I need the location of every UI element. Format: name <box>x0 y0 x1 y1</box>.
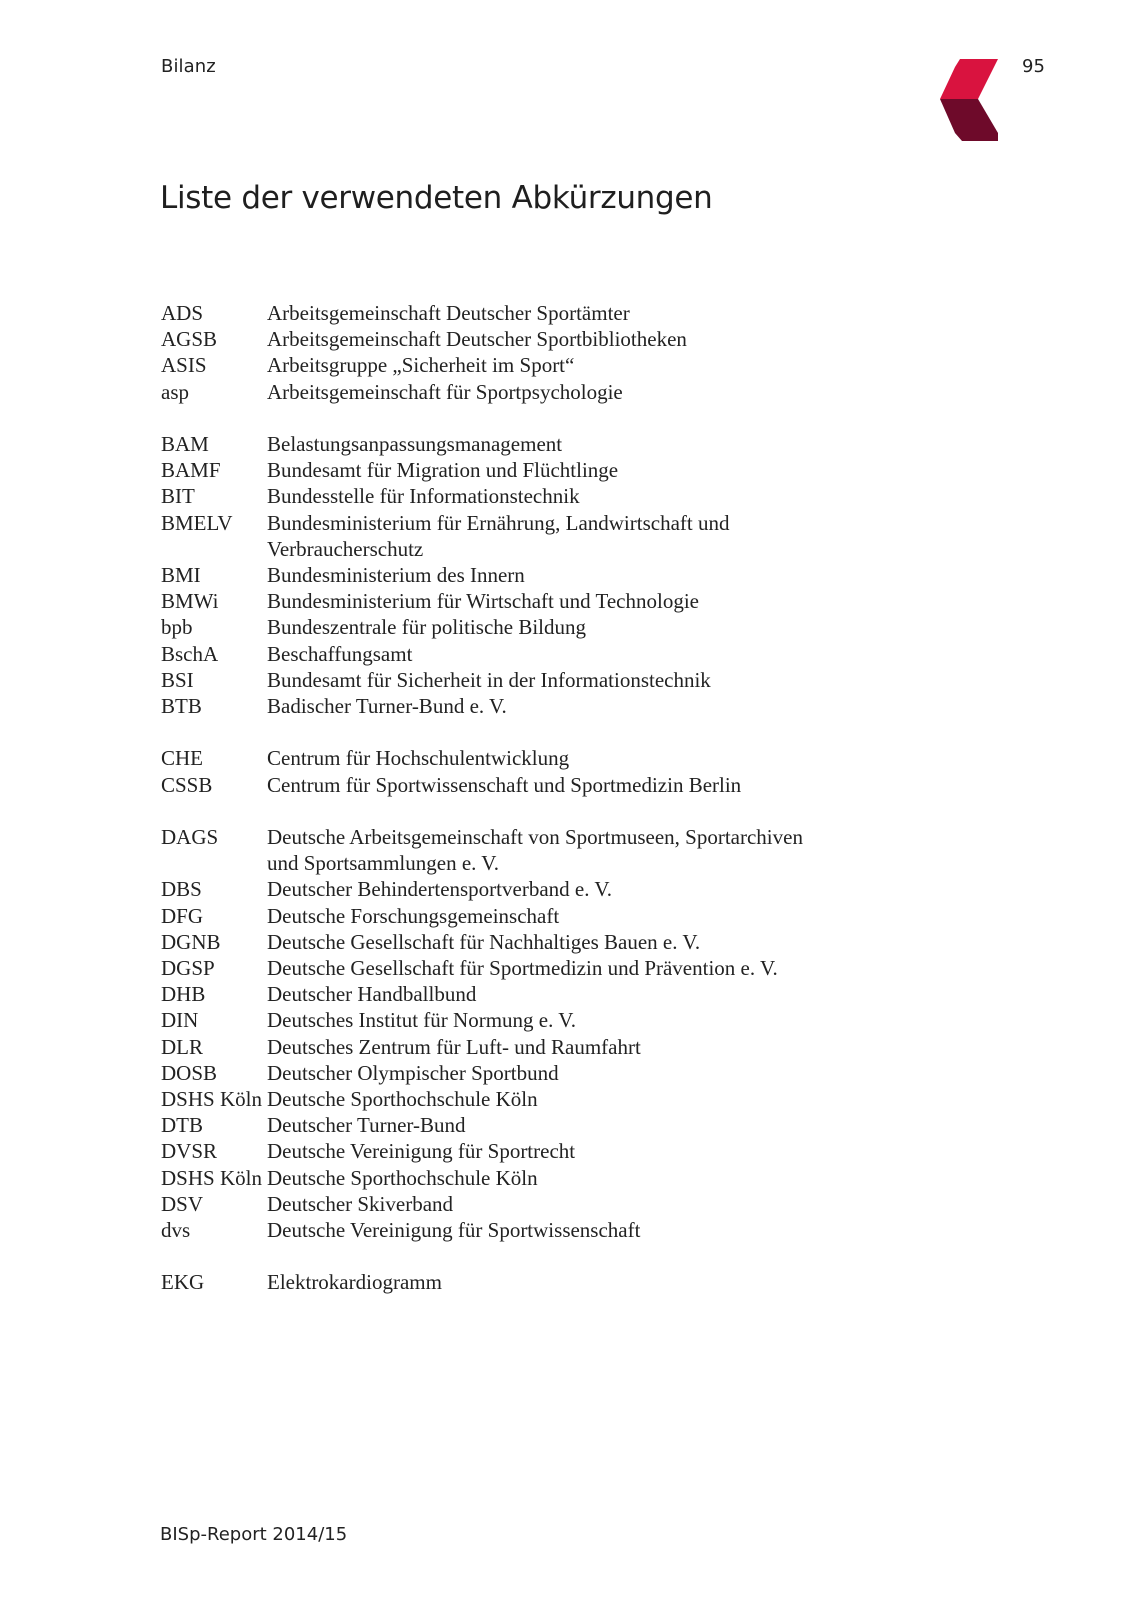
abbreviation-entry <box>161 824 921 876</box>
abbreviation-term: DLR <box>161 1034 203 1059</box>
running-head-section: Bilanz <box>161 56 216 77</box>
abbreviation-entry <box>161 457 921 483</box>
abbreviation-entry <box>161 614 921 640</box>
abbreviation-meaning: Belastungsanpassungsmanagement <box>267 432 563 456</box>
abbreviation-entry <box>161 955 921 981</box>
abbreviation-term: DGNB <box>161 929 221 954</box>
abbreviation-entry <box>161 1138 921 1164</box>
abbreviation-term: BSI <box>161 667 194 692</box>
abbreviation-entry <box>161 1060 921 1086</box>
abbreviation-meaning: Centrum für Hochschulentwicklung <box>267 746 570 771</box>
abbreviation-entry <box>161 510 921 562</box>
abbreviation-term: DSHS Köln <box>161 1165 262 1190</box>
abbreviation-entry <box>161 876 921 902</box>
abbreviation-group-d <box>161 824 921 1243</box>
abbreviation-entry <box>161 562 921 588</box>
abbreviation-entry <box>161 588 921 614</box>
abbreviation-meaning: Bundesministerium für Ernährung, Landwirtschaft und Verbraucherschutz <box>267 510 730 561</box>
abbreviation-term: DSV <box>161 1191 204 1216</box>
abbreviation-term: BMWi <box>161 589 219 614</box>
abbreviation-term: CSSB <box>161 772 213 797</box>
abbreviation-meaning: Deutscher Behindertensportverband e. V. <box>267 877 613 902</box>
abbreviation-entry <box>161 1191 921 1217</box>
abbreviation-term: dvs <box>161 1218 191 1243</box>
abbreviation-group-c <box>161 745 921 797</box>
abbreviation-meaning: Deutsche Arbeitsgemeinschaft von Sportmuseen, Sportarchiven und Sportsammlungen e. V. <box>267 825 803 876</box>
abbreviation-meaning: Deutscher Skiverband <box>267 1191 454 1216</box>
abbreviation-meaning: Deutscher Turner-Bund <box>267 1113 466 1138</box>
logo-lower-chevron <box>940 99 998 141</box>
abbreviation-meaning: Bundesministerium für Wirtschaft und Technologie <box>267 589 699 614</box>
abbreviation-meaning: Deutsche Vereinigung für Sportrecht <box>267 1139 576 1164</box>
footer-publication: BISp-Report 2014/15 <box>160 1524 348 1545</box>
abbreviation-meaning: Bundesministerium des Innern <box>267 563 525 588</box>
page-title: Liste der verwendeten Abkürzungen <box>160 180 713 216</box>
abbreviation-entry <box>161 641 921 667</box>
abbreviation-meaning: Bundesstelle für Informationstechnik <box>267 484 580 509</box>
abbreviation-meaning: Deutscher Olympischer Sportbund <box>267 1060 559 1085</box>
abbreviation-term: BAMF <box>161 458 221 483</box>
abbreviation-meaning: Bundesamt für Sicherheit in der Informationstechnik <box>267 667 711 692</box>
abbreviation-entry <box>161 483 921 509</box>
abbreviation-term: CHE <box>161 746 203 771</box>
abbreviation-entry <box>161 300 921 326</box>
abbreviation-term: EKG <box>161 1270 205 1295</box>
abbreviation-meaning: Arbeitsgemeinschaft für Sportpsychologie <box>267 379 623 404</box>
abbreviation-meaning: Badischer Turner-Bund e. V. <box>267 694 507 719</box>
abbreviation-entry <box>161 1007 921 1033</box>
abbreviation-meaning: Deutscher Handballbund <box>267 982 477 1007</box>
abbreviation-meaning: Beschaffungsamt <box>267 641 413 666</box>
abbreviation-term: DTB <box>161 1113 203 1138</box>
abbreviation-term: BTB <box>161 694 202 719</box>
abbreviation-meaning: Centrum für Sportwissenschaft und Sportmedizin Berlin <box>267 772 742 797</box>
abbreviation-term: DBS <box>161 877 202 902</box>
abbreviation-term: asp <box>161 379 189 404</box>
abbreviation-entry <box>161 379 921 405</box>
abbreviation-entry <box>161 1086 921 1112</box>
abbreviation-meaning: Deutsches Zentrum für Luft- und Raumfahrt <box>267 1034 641 1059</box>
abbreviation-meaning: Deutsche Sporthochschule Köln <box>267 1087 538 1112</box>
abbreviation-meaning: Arbeitsgemeinschaft Deutscher Sportämter <box>267 301 630 325</box>
abbreviation-term: DSHS Köln <box>161 1087 262 1112</box>
abbreviation-entry <box>161 431 921 457</box>
abbreviation-meaning: Elektrokardiogramm <box>267 1270 442 1295</box>
abbreviation-entry <box>161 1269 921 1295</box>
abbreviation-term: DVSR <box>161 1139 218 1164</box>
abbreviation-entry <box>161 772 921 798</box>
abbreviation-term: ADS <box>161 301 204 325</box>
abbreviation-term: BAM <box>161 432 209 456</box>
abbreviation-entry <box>161 745 921 771</box>
abbreviation-entry <box>161 693 921 719</box>
abbreviation-term: DOSB <box>161 1060 218 1085</box>
abbreviation-entry <box>161 352 921 378</box>
abbreviation-meaning: Deutsche Sporthochschule Köln <box>267 1165 538 1190</box>
abbreviation-term: DFG <box>161 903 204 928</box>
abbreviation-term: DGSP <box>161 956 215 981</box>
abbreviation-group-e <box>161 1269 921 1295</box>
abbreviation-term: BMELV <box>161 510 233 535</box>
abbreviation-entry <box>161 1217 921 1243</box>
abbreviation-entry <box>161 981 921 1007</box>
abbreviation-term: BMI <box>161 563 201 588</box>
abbreviation-term: BIT <box>161 484 195 509</box>
abbreviation-meaning: Bundeszentrale für politische Bildung <box>267 615 587 640</box>
abbreviation-term: DAGS <box>161 825 219 850</box>
abbreviation-term: DIN <box>161 1008 199 1033</box>
abbreviation-entry <box>161 903 921 929</box>
abbreviation-group-b <box>161 431 921 719</box>
abbreviation-meaning: Deutsche Gesellschaft für Nachhaltiges Bauen e. V. <box>267 929 701 954</box>
chevron-left-logo-icon <box>940 59 998 141</box>
abbreviation-entry <box>161 1034 921 1060</box>
logo-upper-chevron <box>940 59 998 99</box>
abbreviation-entry <box>161 1112 921 1138</box>
abbreviation-entry <box>161 667 921 693</box>
abbreviation-term: ASIS <box>161 353 207 378</box>
abbreviation-entry <box>161 1165 921 1191</box>
abbreviation-term: AGSB <box>161 327 218 352</box>
abbreviation-term: BschA <box>161 641 219 666</box>
abbreviation-meaning: Arbeitsgemeinschaft Deutscher Sportbibliotheken <box>267 327 687 352</box>
abbreviation-list <box>161 300 921 1322</box>
abbreviation-meaning: Deutsche Gesellschaft für Sportmedizin und Prävention e. V. <box>267 956 778 981</box>
abbreviation-meaning: Deutsche Vereinigung für Sportwissenschaft <box>267 1218 641 1243</box>
abbreviation-meaning: Deutsche Forschungsgemeinschaft <box>267 903 560 928</box>
page-number: 95 <box>1022 56 1045 77</box>
abbreviation-entry <box>161 929 921 955</box>
abbreviation-entry <box>161 326 921 352</box>
abbreviation-group-a <box>161 300 921 405</box>
abbreviation-term: bpb <box>161 615 193 640</box>
abbreviation-meaning: Bundesamt für Migration und Flüchtlinge <box>267 458 619 483</box>
abbreviation-meaning: Deutsches Institut für Normung e. V. <box>267 1008 576 1033</box>
abbreviation-meaning: Arbeitsgruppe „Sicherheit im Sport“ <box>267 353 575 378</box>
abbreviation-term: DHB <box>161 982 206 1007</box>
